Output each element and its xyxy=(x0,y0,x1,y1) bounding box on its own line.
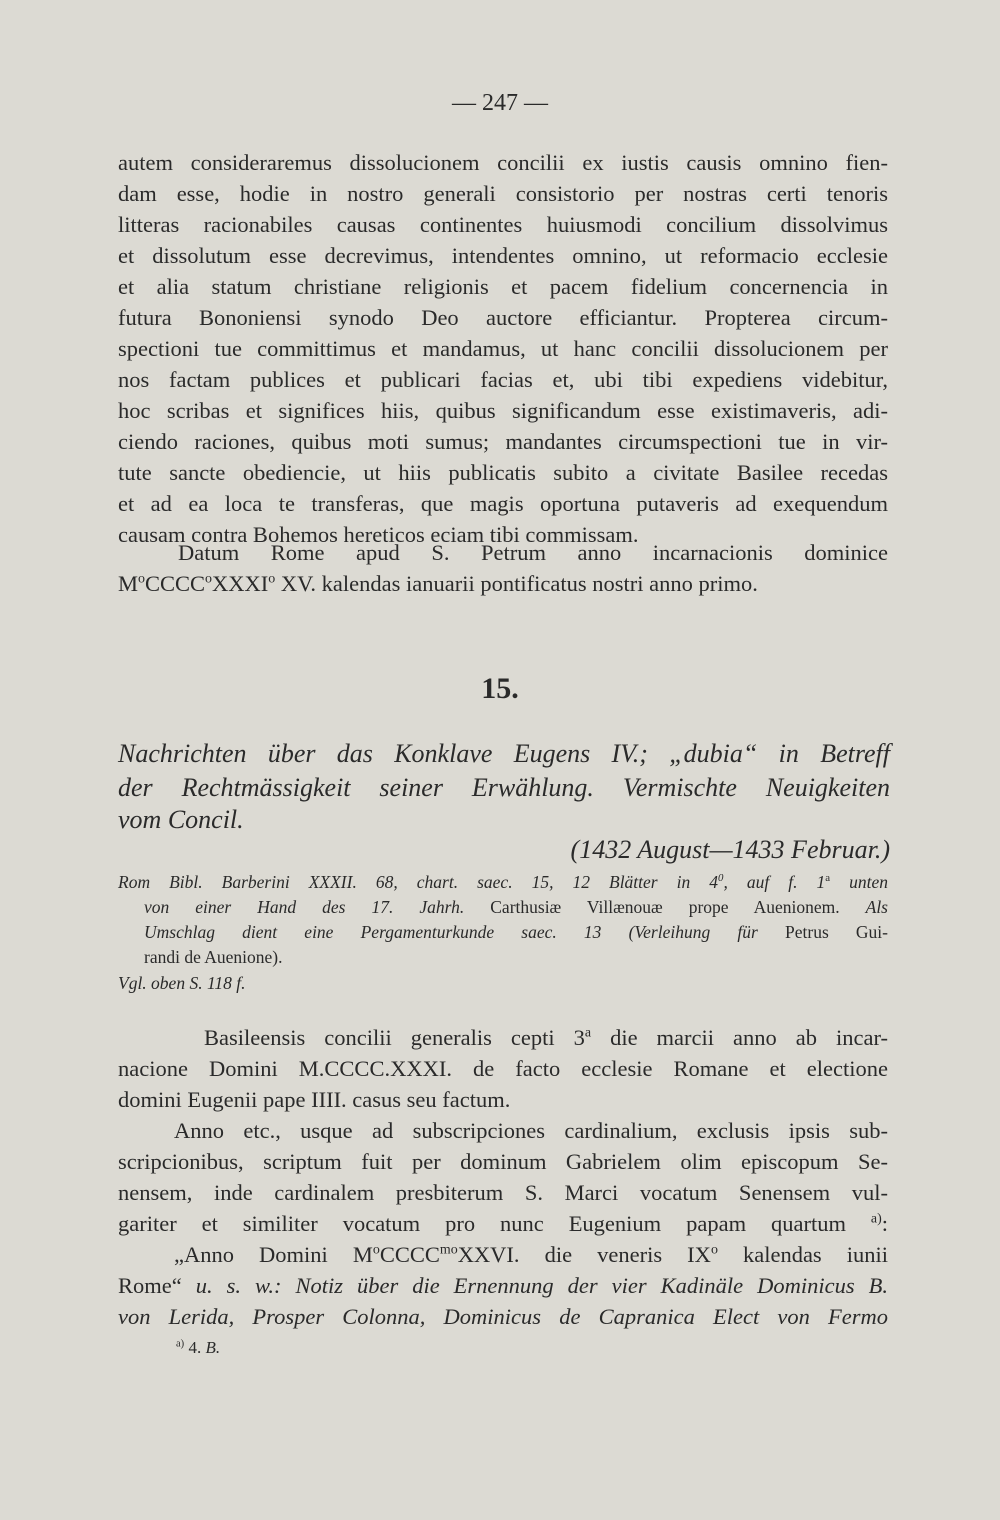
title-line-1: Nachrichten über das Konklave Eugens IV.; „dubia“ in Betreff xyxy=(118,739,890,768)
body1-line: tute sancte obediencie, ut hiis publicatis subito a civitate Basilee recedas xyxy=(118,460,888,485)
body2-line-1: Basileensis concilii generalis cepti 3$^a$ die marcii anno ab incar- xyxy=(204,1025,888,1050)
body2-line-2: nacione Domini M.CCCC.XXXI. de facto ecclesie Romane et electione xyxy=(118,1056,888,1081)
body2-line-9: Rome“ u. s. w.: Notiz über die Ernennung der vier Kadinäle Dominicus B. xyxy=(118,1273,888,1298)
body1-line: causam contra Bohemos hereticos eciam tibi commissam. xyxy=(118,522,639,547)
body2-line-6: nensem, inde cardinalem presbiterum S. Marci vocatum Senensem vul- xyxy=(118,1180,888,1205)
source-line-4: randi de Auenione). xyxy=(144,947,283,967)
body2-line-4: Anno etc., usque ad subscripciones cardinalium, exclusis ipsis sub- xyxy=(174,1118,888,1143)
body2-line-3: domini Eugenii pape IIII. casus seu factum. xyxy=(118,1087,511,1112)
source-line-2: von einer Hand des 17. Jahrh. Carthusiæ Villænouæ prope Auenionem. Als xyxy=(144,897,888,917)
source-line-1: Rom Bibl. Barberini XXXII. 68, chart. saec. 15, 12 Blätter in $4^0$, auf f. 1$^a$ unten xyxy=(118,872,888,892)
body1-line: litteras racionabiles causas continentes huiusmodi concilium dissolvimus xyxy=(118,212,888,237)
title-line-3: vom Concil. xyxy=(118,805,244,834)
title-date: (1432 August—1433 Februar.) xyxy=(570,835,890,864)
body2-line-10: von Lerida, Prosper Colonna, Dominicus de Capranica Elect von Fermo xyxy=(118,1304,888,1329)
title-line-2: der Rechtmässigkeit seiner Erwählung. Vermischte Neuigkeiten xyxy=(118,773,890,802)
body1-line: et dissolutum esse decrevimus, intendentes omnino, ut reformacio ecclesie xyxy=(118,243,888,268)
footnote: $^{a)}$ 4. B. xyxy=(176,1338,221,1357)
body2-line-7: gariter et similiter vocatum pro nunc Eugenium papam quartum $^{a)}$: xyxy=(118,1211,888,1236)
datum-line-1: Datum Rome apud S. Petrum anno incarnacionis dominice xyxy=(178,540,888,565)
body2-line-5: scripcionibus, scriptum fuit per dominum Gabrielem olim episcopum Se- xyxy=(118,1149,888,1174)
body1-line: autem consideraremus dissolucionem concilii ex iustis causis omnino fien- xyxy=(118,150,888,175)
source-line-3: Umschlag dient eine Pergamenturkunde saec. 13 (Verleihung für Petrus Gui- xyxy=(144,922,888,942)
body1-line: et alia statum christiane religionis et pacem fidelium concernencia in xyxy=(118,274,888,299)
section-number: 15. xyxy=(481,672,519,705)
body1-line: dam esse, hodie in nostro generali consistorio per nostras certi tenoris xyxy=(118,181,888,206)
datum-line-2: $M^oCCCC^oXXXI^o$ XV. kalendas ianuarii pontificatus nostri anno primo. xyxy=(118,571,758,596)
body1-line: et ad ea loca te transferas, que magis oportuna putaveris ad exequendum xyxy=(118,491,888,516)
body1-line: ciendo raciones, quibus moti sumus; mandantes circumspectioni tue in vir- xyxy=(118,429,888,454)
body1-line: hoc scribas et significes hiis, quibus significandum esse existimaveris, adi- xyxy=(118,398,888,423)
page-number: — 247 — xyxy=(452,90,548,116)
body1-line: spectioni tue committimus et mandamus, ut hanc concilii dissolucionem per xyxy=(118,336,888,361)
source-reference: Vgl. oben S. 118 f. xyxy=(118,973,246,993)
body1-line: nos factam publices et publicari facias et, ubi tibi expediens videbitur, xyxy=(118,367,888,392)
body2-line-8: „Anno Domini $M^oCCCC^{mo}XXVI$. die veneris $IX^o$ kalendas iunii xyxy=(174,1242,888,1267)
body1-line: futura Bononiensi synodo Deo auctore efficiantur. Propterea circum- xyxy=(118,305,888,330)
